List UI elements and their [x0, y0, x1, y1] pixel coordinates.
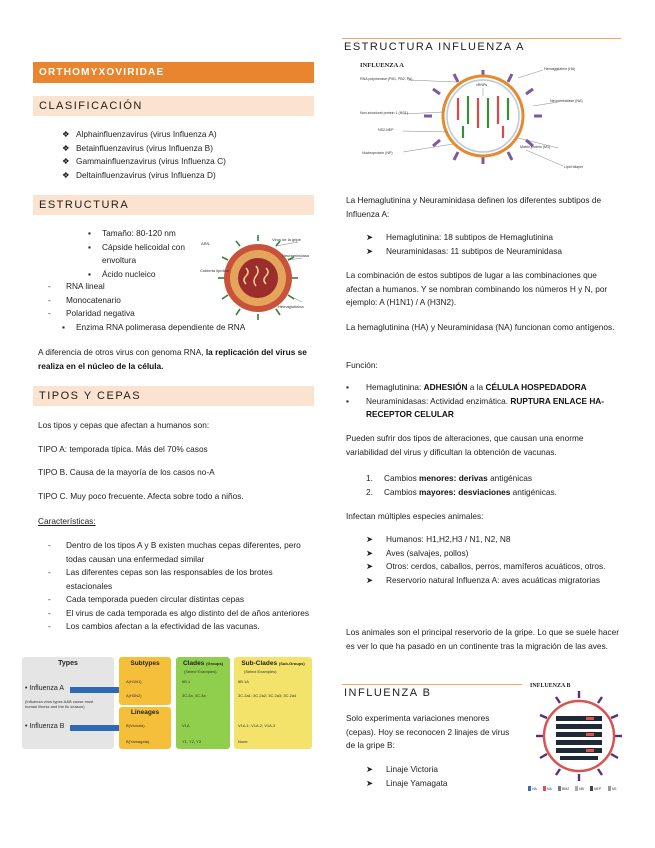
tipos-header: TIPOS Y CEPAS	[33, 386, 314, 406]
list-item: 1. Cambios menores: derivas antigénicas	[366, 473, 533, 483]
types-column: Types	[22, 657, 114, 749]
legend-label: NEP	[594, 787, 602, 791]
fig-title: INFLUENZA A	[360, 62, 404, 69]
arrow-bullet-icon: ➤	[366, 547, 373, 558]
fig-label: Virus de la gripe	[272, 237, 301, 242]
list-item: - El virus de cada temporada es algo distinto del de años anteriores	[48, 607, 310, 618]
estructura-a-header: ESTRUCTURA INFLUENZA A	[342, 38, 621, 55]
fig-label: ARN	[201, 241, 210, 246]
arrow-bullet-icon: ➤	[366, 574, 373, 585]
list-item: ▪ Enzima RNA polimerasa dependiente de RNA	[62, 321, 316, 335]
arrow-bullet-icon: ➤	[366, 561, 373, 571]
estructura-note: A diferencia de otros virus con genoma RNA, la replicación del virus se realiza en el núcleo de la célula.	[38, 347, 307, 371]
type-influenza-a: • Influenza A	[25, 685, 65, 692]
right-p1: La Hemaglutinina y Neuraminidasa definen los diferentes subtipos de Influenza A:	[346, 195, 602, 219]
legend-label: BM2	[562, 787, 570, 791]
list-item: ➤ Hemaglutinina: 18 subtipos de Hemaglutinina	[366, 231, 616, 245]
list-item: - Las diferentes cepas son las responsables de los brotes estacionales	[48, 567, 273, 591]
arrow-bullet-icon: ➤	[366, 232, 373, 242]
cambios-list	[366, 472, 616, 499]
list-item: ❖ Alphainfluenzavirus (virus Influenza A)	[62, 128, 312, 142]
tipos-intro: Los tipos y cepas que afectan a humanos son:	[38, 420, 210, 430]
especies-list	[366, 533, 614, 587]
influenza-b-text: Solo experimenta variaciones menores (cepas). Hoy se reconocen 2 linajes de virus de la gripe B:	[346, 713, 510, 750]
right-p4: Pueden sufrir dos tipos de alteraciones, que causan una enorme variabilidad del virus y dificultan la obtención de vacunas.	[346, 433, 584, 457]
fig-label: vRNPs	[476, 83, 488, 87]
arrow-a	[70, 687, 120, 693]
list-item: ▪ Hemaglutinina: ADHESIÓN a la CÉLULA HOSPEDADORA	[346, 381, 618, 395]
list-item: - Los cambios afectan a la efectividad de las vacunas.	[48, 621, 260, 631]
list-item: ❖ Deltainfluenzavirus (virus Influenza D)	[62, 169, 312, 183]
arrow-bullet-icon: ➤	[366, 764, 373, 774]
tipo-c: TIPO C. Muy poco frecuente. Afecta sobre todo a niños.	[38, 491, 244, 501]
clasificacion-list	[62, 128, 312, 182]
caracteristicas-list	[48, 539, 310, 634]
arrow-bullet-icon: ➤	[366, 534, 373, 544]
estructura-list-a	[88, 227, 193, 281]
list-item: ➤ Linaje Yamagata	[366, 777, 516, 791]
clades-column: Clades (Groups)	[176, 657, 230, 749]
family-banner	[33, 62, 314, 83]
fig-label: RNA polymerase (PB1, PB2, PA)	[360, 77, 413, 81]
influenza-b-figure	[524, 678, 634, 796]
square-bullet-icon: ▪	[346, 382, 349, 392]
flu-classification-figure: Types • Influenza A (Influenza virus types A&B cause most human illness and the flu season) • Influenza B Subtypes A(H1N1) A(H3N2) Lineages B(Victoria) B(Yamagata) Clades (Groups) (Select Examples) 6B.1 3C.2a, 3C.3a V1A Y1, Y2, Y3 Sub-Clades (Sub-Groups) (Select Examples) 6B.1A 3C.2a1; 3C.2a2; 3C.2a3; 3C.2a4 V1A.1; V1A.2; V1A.3 None	[22, 657, 312, 749]
list-item: - Cada temporada pueden circular distintas cepas	[48, 594, 245, 604]
family-title: ORTHOMYXOVIRIDAE	[39, 67, 165, 78]
influenza-a-figure	[358, 58, 608, 188]
diamond-bullet-icon: ❖	[62, 129, 70, 139]
list-item: ➤ Otros: cerdos, caballos, perros, mamíferos acuáticos, otros.	[366, 560, 614, 574]
subclades-column: Sub-Clades (Sub-Groups)	[234, 657, 312, 749]
list-item: ▪ Tamaño: 80-120 nm	[88, 227, 193, 241]
subtypes-column: Subtypes	[119, 657, 171, 705]
funcion-label: Función:	[346, 360, 378, 370]
fig-label: NS2-NEP	[378, 128, 394, 132]
tipo-a: TIPO A: temporada típica. Más del 70% casos	[38, 444, 208, 454]
funcion-list	[346, 381, 618, 422]
fig-label: Hemagglutinin (HA)	[544, 67, 576, 71]
list-item: - Dentro de los tipos A y B existen muchas cepas diferentes, pero todas causan una enfermedad similar	[48, 540, 301, 564]
fig-label: Cubierta lipídica	[200, 268, 229, 273]
flu-virus-figure	[198, 232, 316, 322]
list-item: ➤ Reservorio natural Influenza A: aves acuáticas migratorias	[366, 574, 614, 588]
list-item: 2. Cambios mayores: desviaciones antigénicas.	[366, 486, 557, 497]
influenza-b-header: INFLUENZA B	[342, 684, 522, 701]
legend-label: HA	[532, 787, 537, 791]
square-bullet-icon: ▪	[88, 268, 91, 279]
list-item: ▪ Neuraminidasas: Actividad enzimática. RUPTURA ENLACE HA-RECEPTOR CELULAR	[346, 395, 605, 419]
diamond-bullet-icon: ❖	[62, 156, 70, 166]
list-item: ➤ Linaje Victoria	[366, 763, 516, 777]
square-bullet-icon: ▪	[62, 322, 65, 332]
fig-title: INFLUENZA B	[530, 683, 571, 689]
arrow-b	[70, 725, 120, 731]
right-p3: La hemaglutinina (HA) y Neuraminidasa (NA) funcionan como antígenos.	[346, 322, 615, 332]
tipo-b: TIPO B. Causa de la mayoría de los casos no-A	[38, 467, 215, 477]
legend-label: NA	[547, 787, 552, 791]
lineages-column: Lineages	[119, 707, 171, 749]
list-item: - Monocatenario	[48, 294, 121, 305]
list-item: ❖ Betainfluenzavirus (virus Influenza B)	[62, 142, 312, 156]
clasificacion-header: CLASIFICACIÓN	[33, 96, 314, 116]
list-item: - Polaridad negativa	[48, 308, 135, 318]
list-item: ➤ Neuraminidasas: 11 subtipos de Neuraminidasa	[366, 245, 616, 259]
fig-label: Nucleoprotein (NP)	[362, 151, 393, 155]
arrow-bullet-icon: ➤	[366, 245, 373, 256]
right-p2: La combinación de estos subtipos de lugar a las combinaciones que afectan a humanos. Y se nombran combinando los números H y N, por ejemplo: A (H1N1) / A (H3N2).	[346, 270, 608, 307]
list-item: ➤ Humanos: H1,H2,H3 / N1, N2, N8	[366, 533, 614, 547]
square-bullet-icon: ▪	[88, 241, 91, 252]
estructura-header: ESTRUCTURA	[33, 195, 314, 215]
list-item: - RNA lineal	[48, 281, 105, 291]
list-item: ❖ Gammainfluenzavirus (virus Influenza C)	[62, 155, 312, 169]
estructura-list-b	[48, 280, 208, 321]
square-bullet-icon: ▪	[88, 228, 91, 238]
fig-label: Neuraminidase (NA)	[550, 99, 583, 103]
list-item: ▪ Ácido nucleico	[88, 268, 193, 282]
fig-label: Non-structural protein 1 (NS1)	[360, 111, 408, 115]
subtipos-list	[366, 231, 616, 258]
caracteristicas-title: Características:	[38, 516, 96, 526]
list-item: ➤ Aves (salvajes, pollos)	[366, 547, 614, 561]
legend-label: M1	[612, 787, 617, 791]
legend-label: NB	[579, 787, 584, 791]
fig-label: Neuraminidasa	[282, 253, 309, 258]
list-item: ▪ Cápside helicoidal con envoltura	[88, 241, 186, 265]
fig-label: Hemaglutinina	[278, 304, 304, 309]
diamond-bullet-icon: ❖	[62, 169, 70, 180]
fig-label: Matrix protein (M1)	[520, 145, 551, 149]
fig-label: Lipid bilayer	[564, 165, 584, 169]
type-influenza-b: • Influenza B	[25, 723, 65, 730]
right-p6: Los animales son el principal reservorio de la gripe. Lo que se suele hacer es ver lo que ha pasado en un continente tras la migración de las aves.	[346, 627, 620, 651]
diamond-bullet-icon: ❖	[62, 142, 70, 153]
linajes-list	[366, 763, 516, 790]
right-p5: Infectan múltiples especies animales:	[346, 511, 484, 521]
arrow-bullet-icon: ➤	[366, 777, 373, 788]
square-bullet-icon: ▪	[346, 395, 349, 406]
